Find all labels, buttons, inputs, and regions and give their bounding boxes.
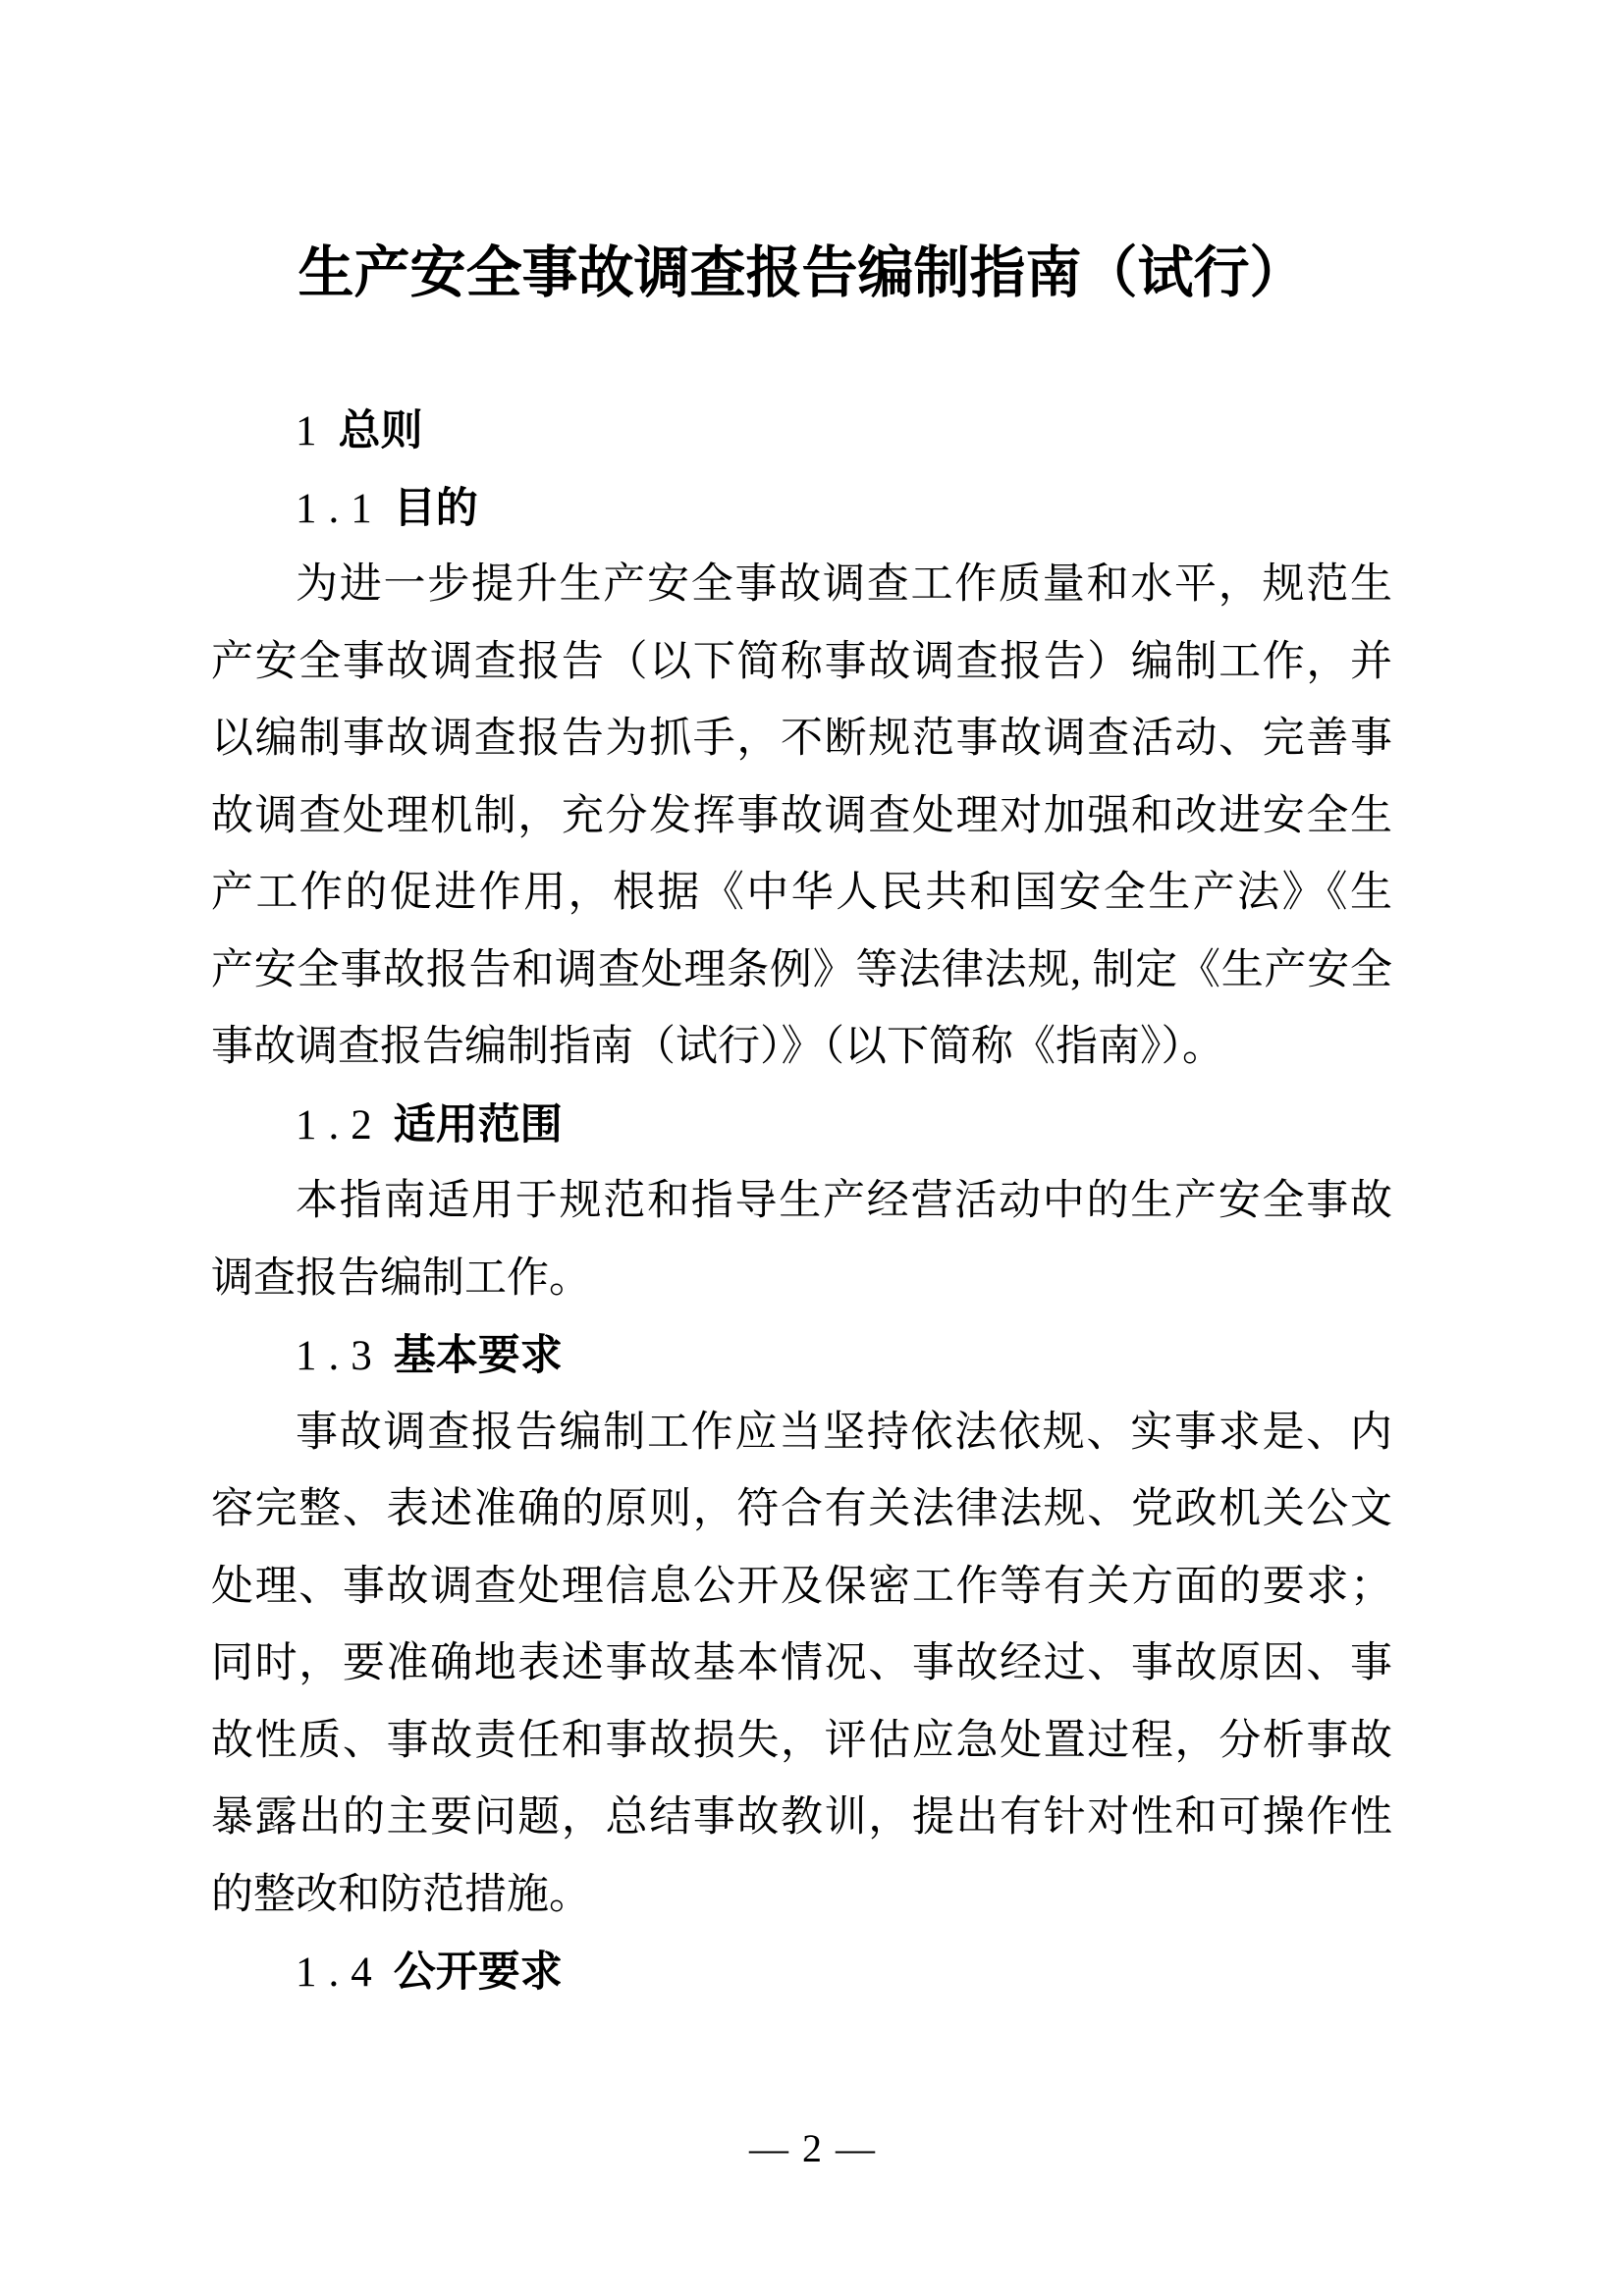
body-line: 调查报告编制工作。 (211, 1255, 591, 1302)
heading-number: 1 (296, 408, 329, 454)
body-line: 本指南适用于规范和指导生产经营活动中的生产安全事故 (296, 1178, 1392, 1224)
body-line: 产工作的促进作用，根据《中华人民共和国安全生产法》《生 (211, 870, 1392, 916)
footer-dash-right: — (836, 2126, 875, 2170)
heading-label: 公开要求 (393, 1949, 563, 1996)
section-heading (211, 393, 1392, 470)
heading-number: 1.2 (296, 1101, 384, 1148)
body-line: 事故调查报告编制指南（试行）》（以下简称《指南》）。 (211, 1024, 1224, 1070)
section-heading (211, 1934, 1392, 2011)
body-line: 同时，要准确地表述事故基本情况、事故经过、事故原因、事 (211, 1640, 1392, 1686)
document-title: 生产安全事故调查报告编制指南（试行） (298, 241, 1306, 304)
body-line: 故性质、事故责任和事故损失，评估应急处置过程，分析事故 (211, 1717, 1392, 1764)
body-line: 产安全事故报告和调查处理条例》等法律法规, 制定《生产安全 (211, 946, 1392, 993)
page-footer (0, 2124, 1624, 2173)
heading-label: 基本要求 (393, 1332, 563, 1379)
body-line: 的整改和防范措施。 (211, 1871, 591, 1918)
section-heading (211, 1087, 1392, 1164)
body-line: 事故调查报告编制工作应当坚持依法依规、实事求是、内 (296, 1409, 1392, 1456)
body-line: 容完整、表述准确的原则，符合有关法律法规、党政机关公文 (211, 1486, 1392, 1532)
heading-label: 总则 (338, 407, 423, 454)
body-line: 以编制事故调查报告为抓手，不断规范事故调查活动、完善事 (211, 716, 1392, 762)
document-body (211, 393, 1392, 2011)
heading-number: 1.4 (296, 1949, 384, 1996)
body-line: 处理、事故调查处理信息公开及保密工作等有关方面的要求； (211, 1563, 1392, 1610)
footer-dash-left: — (749, 2126, 788, 2170)
body-line: 故调查处理机制，充分发挥事故调查处理对加强和改进安全生 (211, 792, 1392, 839)
body-line: 暴露出的主要问题，总结事故教训，提出有针对性和可操作性 (211, 1794, 1392, 1841)
body-line: 产安全事故调查报告（以下简称事故调查报告）编制工作，并 (211, 638, 1392, 685)
heading-label: 适用范围 (393, 1100, 563, 1148)
heading-label: 目的 (393, 484, 478, 532)
body-line: 为进一步提升生产安全事故调查工作质量和水平，规范生 (296, 561, 1392, 608)
footer-page-number: 2 (802, 2126, 822, 2170)
heading-number: 1.3 (296, 1333, 384, 1379)
section-heading (211, 1317, 1392, 1395)
section-heading (211, 470, 1392, 548)
heading-number: 1.1 (296, 485, 384, 532)
